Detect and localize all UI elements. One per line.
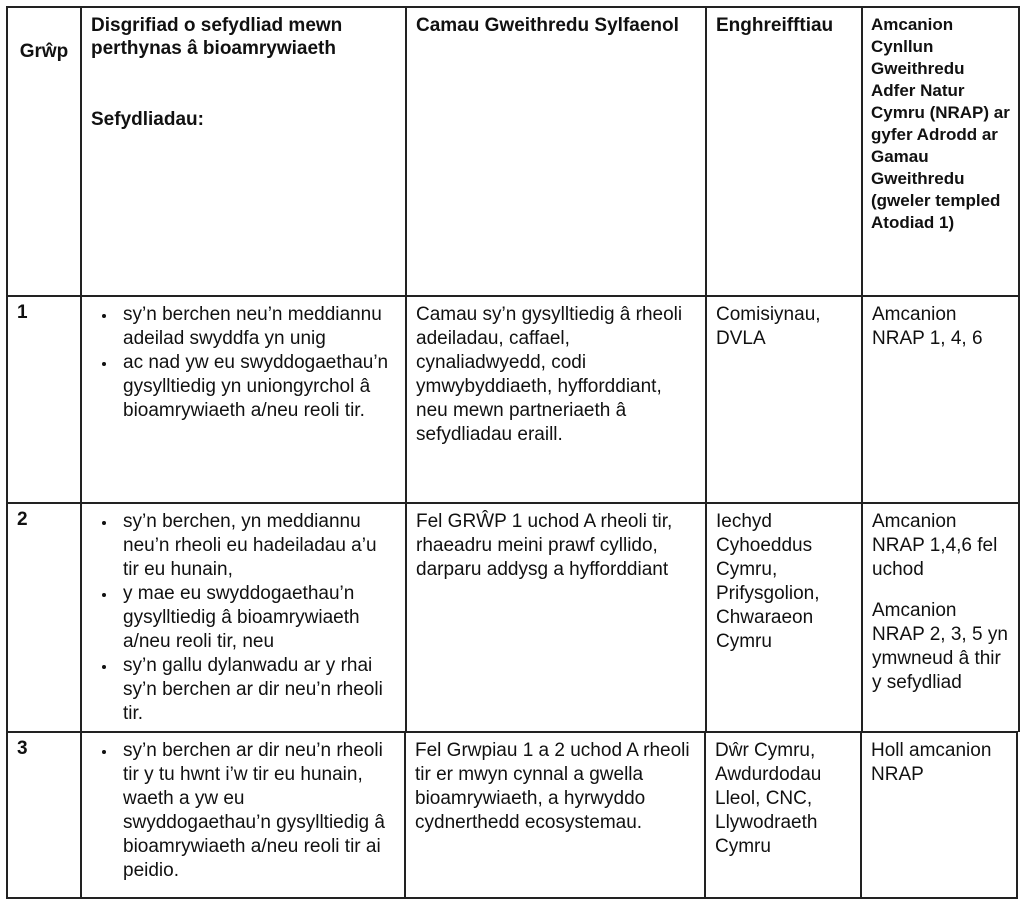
header-description-subtitle: Sefydliadau: <box>91 109 204 130</box>
biodiversity-groups-table-continued <box>6 731 1018 899</box>
nrap-cell <box>861 732 1017 898</box>
nrap-text: Amcanion NRAP 1, 4, 6 <box>872 304 983 349</box>
header-group: Grŵp <box>7 7 81 296</box>
header-actions: Camau Gweithredu Sylfaenol <box>406 7 706 296</box>
description-list <box>91 739 396 883</box>
actions-cell: Fel Grwpiau 1 a 2 uchod A rheoli tir er mwyn cynnal a gwella bioamrywiaeth, a hyrwyddo cydnerthedd ecosystemau. <box>405 732 705 898</box>
biodiversity-groups-table <box>6 6 1020 732</box>
list-item: • y mae eu swyddogaethau’n gysylltiedig â bioamrywiaeth a/neu reoli tir, neu <box>117 582 397 654</box>
group-number: 1 <box>7 296 81 503</box>
table-row <box>7 732 1017 898</box>
actions-cell: Fel GRŴP 1 uchod A rheoli tir, rhaeadru meini prawf cyllido, darparu addysg a hyfforddiant <box>406 503 706 732</box>
list-item: • sy’n gallu dylanwadu ar y rhai sy’n berchen ar dir neu’n rheoli tir. <box>117 654 397 726</box>
nrap-text: Amcanion NRAP 2, 3, 5 yn ymwneud â thir y sefydliad <box>872 600 1008 693</box>
nrap-cell <box>862 296 1019 503</box>
description-cell <box>81 503 406 732</box>
description-list <box>91 510 397 726</box>
list-item: • ac nad yw eu swyddogaethau’n gysylltiedig yn uniongyrchol â bioamrywiaeth a/neu reoli tir. <box>117 351 397 423</box>
actions-cell: Camau sy’n gysylltiedig â rheoli adeiladau, caffael, cynaliadwyedd, codi ymwybyddiaeth, hyfforddiant, neu mewn partneriaeth â sefydliadau eraill. <box>406 296 706 503</box>
group-number: 2 <box>7 503 81 732</box>
table-row <box>7 296 1019 503</box>
list-item: • sy’n berchen neu’n meddiannu adeilad swyddfa yn unig <box>117 303 397 351</box>
header-description <box>81 7 406 296</box>
examples-cell: Dŵr Cymru, Awdurdodau Lleol, CNC, Llywodraeth Cymru <box>705 732 861 898</box>
list-item: • sy’n berchen ar dir neu’n rheoli tir y tu hwnt i’w tir eu hunain, waeth a yw eu swyddogaethau’n gysylltiedig â bioamrywiaeth a/neu reoli tir ai peidio. <box>117 739 396 883</box>
nrap-cell <box>862 503 1019 732</box>
header-examples: Enghreifftiau <box>706 7 862 296</box>
group-number: 3 <box>7 732 81 898</box>
examples-cell: Iechyd Cyhoeddus Cymru, Prifysgolion, Chwaraeon Cymru <box>706 503 862 732</box>
header-nrap: Amcanion Cynllun Gweithredu Adfer Natur Cymru (NRAP) ar gyfer Adrodd ar Gamau Gweithredu (gweler templed Atodiad 1) <box>862 7 1019 296</box>
description-cell <box>81 732 405 898</box>
table-row <box>7 503 1019 732</box>
table-header-row <box>7 7 1019 296</box>
description-list <box>91 303 397 423</box>
examples-cell: Comisiynau, DVLA <box>706 296 862 503</box>
nrap-text: Amcanion NRAP 1,4,6 fel uchod <box>872 511 998 580</box>
description-cell <box>81 296 406 503</box>
list-item: • sy’n berchen, yn meddiannu neu’n rheoli eu hadeiladau a’u tir eu hunain, <box>117 510 397 582</box>
header-description-title: Disgrifiad o sefydliad mewn perthynas â bioamrywiaeth <box>91 15 343 59</box>
nrap-text: Holl amcanion NRAP <box>871 740 992 785</box>
